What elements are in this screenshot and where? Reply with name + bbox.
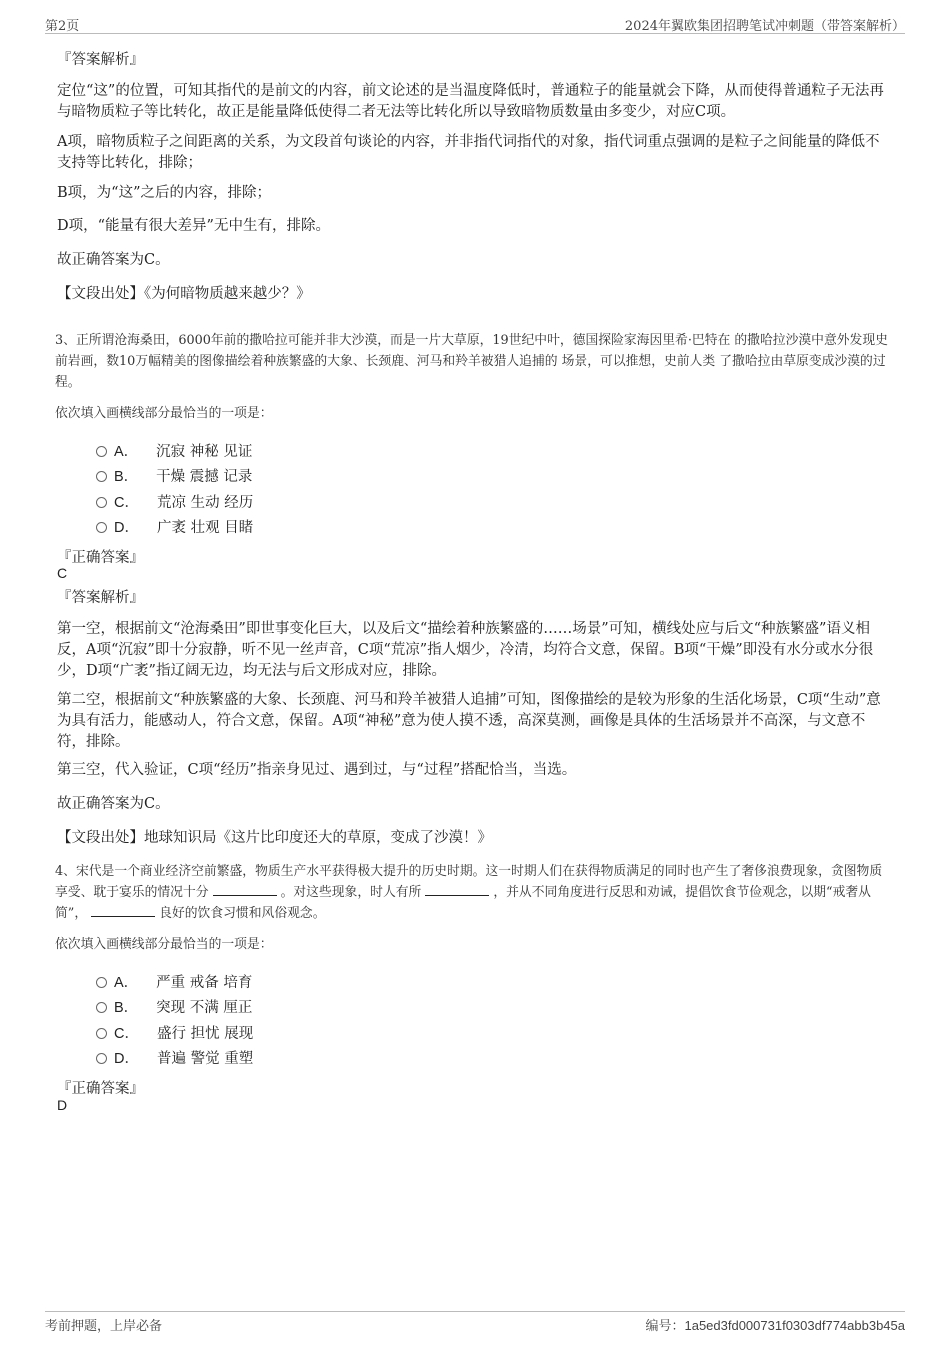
q4-option-a[interactable]: A． 严重 戒备 培育: [96, 971, 253, 996]
q4-correct-block: [57, 1097, 888, 1113]
page-number: 第2页: [45, 19, 80, 34]
q4-stem: 4、宋代是一个商业经济空前繁盛，物质生产水平获得极大提升的历史时期。这一时期人们在获得物质满足的同时也产生了奢侈浪费现象，贪图物质享受、耽于宴乐的情况十分 。对这些现象，时人有所 ，并从不同角度进行反思和劝诫，提倡饮食节俭观念，以期“戒奢从简”， 良好的饮食习惯和风俗观念。: [55, 864, 883, 921]
q2-analysis-label-block: [57, 48, 888, 69]
q2-analysis-p4: D项，“能量有很大差异”无中生有，排除。: [57, 218, 330, 234]
q3-analysis-label: 『答案解析』: [57, 590, 144, 606]
document-title: 2024年翼欧集团招聘笔试冲刺题（带答案解析）: [624, 19, 905, 34]
q4-prompt: 依次填入画横线部分最恰当的一项是：: [55, 937, 273, 952]
q2-analysis-p5: 故正确答案为C。: [57, 252, 170, 268]
q2-analysis-p2: A项，暗物质粒子之间距离的关系，为文段首句谈论的内容，并非指代词指代的对象，指代词重点强调的是粒子之间能量的降低不支持等比转化，排除；: [57, 134, 880, 171]
q4-option-d[interactable]: D． 普遍 警觉 重塑: [96, 1047, 253, 1072]
q3-correct-label: 『正确答案』: [57, 550, 144, 566]
q3-analysis-p2: 第二空，根据前文“种族繁盛的大象、长颈鹿、河马和羚羊被猎人追捕”可知，图像描绘的是较为形象的生活化场景，C项“生动”意为具有活力，能感动人，符合文意，保留。A项“神秘”意为使人摸不透，高深莫测，画像是具体的生活场景并不高深，与文意不符，排除。: [57, 692, 881, 750]
radio-icon[interactable]: [96, 497, 107, 508]
page-footer: [45, 1311, 905, 1334]
q4-correct-label-block: [57, 1077, 888, 1098]
q3-options: [96, 440, 253, 541]
q3-analysis-p1: 第一空，根据前文“沧海桑田”即世事变化巨大，以及后文“描绘着种族繁盛的……场景”可知，横线处应与后文“种族繁盛”语义相反，A项“沉寂”即十分寂静，听不见一丝声音，C项“荒凉”指人烟少，冷清，均符合文意，保留。B项“干燥”即没有水分或水分很少，D项“广袤”指辽阔无边，均无法与后文形成对应，排除。: [57, 621, 874, 679]
q3-correct-block: [57, 565, 888, 581]
q3-analysis-label-block: [57, 586, 888, 607]
q3-option-a[interactable]: A． 沉寂 神秘 见证: [96, 440, 253, 465]
radio-icon[interactable]: [96, 1028, 107, 1039]
q2-source: 【文段出处】《为何暗物质越来越少？》: [57, 286, 311, 302]
q4-options: [96, 971, 253, 1072]
q4-correct-label: 『正确答案』: [57, 1081, 144, 1097]
q3-analysis-p4: 故正确答案为C。: [57, 796, 170, 812]
q3-stem: 3、正所谓沧海桑田，6000年前的撒哈拉可能并非大沙漠，而是一片大草原，19世纪中叶，德国探险家海因里希·巴特在 的撒哈拉沙漠中意外发现史前岩画，数10万幅精美的图像描绘着种族繁盛的大象、长颈鹿、河马和羚羊被猎人追捕的 场景，可以推想，史前人类 了撒哈拉由草原变成沙漠的过程。: [55, 333, 888, 390]
q3-correct-label-block: [57, 546, 888, 567]
footer-code-label: 编号：: [645, 1319, 685, 1334]
q2-analysis-p3: B项，为“这”之后的内容，排除；: [57, 185, 271, 201]
q4-option-c[interactable]: C． 盛行 担忧 展现: [96, 1022, 253, 1047]
q2-analysis-label: 『答案解析』: [57, 52, 144, 68]
blank-line: [91, 904, 155, 917]
q3-analysis-p3: 第三空，代入验证，C项“经历”指亲身见过、遇到过，与“过程”搭配恰当，当选。: [57, 762, 577, 778]
q4-option-b[interactable]: B． 突现 不满 厘正: [96, 996, 253, 1021]
radio-icon[interactable]: [96, 446, 107, 457]
blank-line: [213, 883, 277, 896]
radio-icon[interactable]: [96, 1053, 107, 1064]
blank-line: [425, 883, 489, 896]
radio-icon[interactable]: [96, 1002, 107, 1013]
q3-option-d[interactable]: D． 广袤 壮观 目睹: [96, 516, 253, 541]
q3-option-b[interactable]: B． 干燥 震撼 记录: [96, 465, 253, 490]
page-header: [45, 13, 905, 34]
footer-code-wrap: [645, 1315, 905, 1334]
q3-correct-answer: C: [57, 565, 68, 581]
q4-correct-answer: D: [57, 1097, 68, 1113]
footer-code: 1a5ed3fd000731f0303df774abb3b45a: [684, 1318, 905, 1333]
radio-icon[interactable]: [96, 522, 107, 533]
footer-slogan: 考前押题，上岸必备: [45, 1319, 163, 1334]
radio-icon[interactable]: [96, 977, 107, 988]
q3-prompt: 依次填入画横线部分最恰当的一项是：: [55, 406, 273, 421]
radio-icon[interactable]: [96, 471, 107, 482]
q3-source: 【文段出处】地球知识局《这片比印度还大的草原，变成了沙漠！》: [57, 830, 492, 846]
q3-option-c[interactable]: C． 荒凉 生动 经历: [96, 491, 253, 516]
q2-analysis-p1: 定位“这”的位置，可知其指代的是前文的内容，前文论述的是当温度降低时，普通粒子的能量就会下降，从而使得普通粒子无法再与暗物质粒子等比转化，故正是能量降低使得二者无法等比转化所以导致暗物质数量由多变少，对应C项。: [57, 83, 884, 120]
